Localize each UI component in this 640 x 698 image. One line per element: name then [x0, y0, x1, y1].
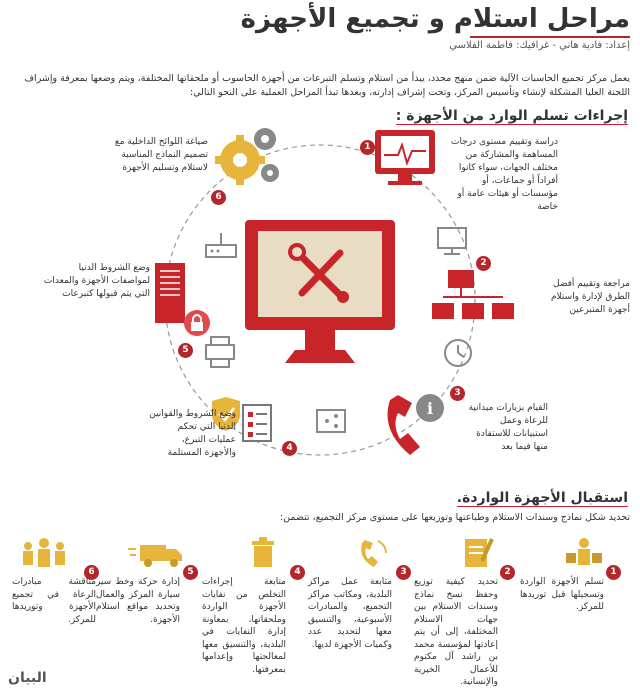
item-text-6: مناقشة مبادرات الرعاة في تجميع الأجهزة وتوريدها للمركز.	[12, 577, 96, 625]
step-text-6: صياغة اللوائح الداخلية مع تصميم النماذج المناسبة لاستلام وتسليم الأجهزة	[114, 137, 208, 173]
item-text-1: تسلم الأجهزة الواردة وتسجيلها قبل توريدها للمركز.	[520, 577, 604, 612]
phone-call-icon	[361, 540, 386, 567]
folder-share-icon	[317, 410, 345, 432]
step-number-2: 2	[476, 256, 491, 271]
brand-logo: البيان	[8, 670, 47, 686]
page-title: مراحل استلام و تجميع الأجهزة	[240, 4, 630, 34]
item-number-3: 3	[396, 565, 411, 580]
item-number-5: 5	[183, 565, 198, 580]
item-text-2: تحديد كيفية توزيع وحفظ نسخ نماذج وسندات الاستلام بين جهات الاستلام المختلفة، إلى أن يتم إعادتها لمؤسسة محمد بن راشد آل مكتوم للأعمال الخيرية والإنسانية.	[414, 577, 498, 687]
item-number-6: 6	[84, 565, 99, 580]
document-edit-icon	[465, 539, 492, 567]
step-text-4: وضع الشروط والقوانين الدنيا التي تحكم عمليات التبرع، والأجهزة المستلمة	[149, 409, 236, 458]
step-number-1: 1	[360, 140, 375, 155]
step-text-5: وضع الشروط الدنيا لمواصفات الأجهزة والمعدات التي يتم قبولها كتبرعات	[43, 263, 150, 299]
svg-text:i: i	[426, 399, 434, 418]
phone-icon	[388, 395, 421, 455]
step-number-3: 3	[450, 386, 465, 401]
step-number-6: 6	[211, 190, 226, 205]
small-monitor-icon	[438, 228, 466, 254]
step-text-3: القيام بزيارات ميدانية للرعاة وعمل استبيانات للاستفادة منها فيما بعد	[468, 403, 548, 452]
section2-title: استقبال الأجهزة الواردة.	[456, 490, 628, 506]
item-text-3: متابعة عمل مراكز البلدية، ومكاتب مراكز التجميع، والمبادرات الأسبوعية، والتنسيق معها لتحديد عدد وكميات الأجهزة لديها.	[308, 577, 392, 650]
router-icon	[206, 233, 236, 257]
checklist-icon	[243, 405, 271, 441]
intro-paragraph: يعمل مركز تجميع الحاسبات الآلية ضمن منهج محدد، يبدأ من استلام وتسلم التبرعات من أجهزة الحاسوب أو ملحقاتها المختلفة، ويتم وضعها بمعرفة وإشراف اللجنة العليا المشكلة لإنشاء وتأسيس المركز، وتحت إشراف إدارته، وبعدها تبدأ المراحل العملية على النحو التالي:	[24, 73, 630, 98]
step-number-5: 5	[178, 343, 193, 358]
central-monitor-icon	[245, 220, 395, 363]
step-text-2: مراجعة وتقييم أفضل الطرق لإدارة واستلام أجهزة المتبرعين	[550, 279, 630, 315]
clock-icon	[445, 340, 471, 366]
section1-title: إجراءات تسلم الوارد من الأجهزة :	[395, 108, 628, 124]
step-text-1: دراسة وتقييم مستوى درجات المساهمة والمشاركة من مختلف الجهات، سواء كانوا أفراداً أو جماعات، أو مؤسسات أو هيئات عامة أو خاصة	[450, 137, 558, 212]
item-number-2: 2	[500, 565, 515, 580]
lock-icon	[184, 310, 210, 336]
trash-bin-icon	[252, 537, 274, 567]
server-tower-icon	[155, 263, 185, 323]
worker-boxes-icon	[566, 538, 602, 565]
item-text-4: متابعة إجراءات التخلص من نفايات الأجهزة الواردة وملحقاتها، بمعاونة إدارة النفايات في البلدية، والتنسيق معها لمعالجتها وإعدامها بمعرفتها.	[202, 577, 286, 675]
people-group-icon	[23, 538, 65, 567]
title-underline	[470, 36, 630, 38]
byline: إعداد: فادية هاني - غرافيك: فاطمة الفلاسي	[449, 40, 630, 51]
printer-icon	[206, 337, 234, 367]
section2-intro: تحديد شكل نماذج وسندات الاستلام وطباعتها وتوزيعها على مستوى مركز التجميع، تتضمن:	[279, 512, 630, 523]
delivery-truck-icon	[128, 545, 182, 567]
item-number-4: 4	[290, 565, 305, 580]
network-computers-icon	[432, 270, 514, 319]
item-number-1: 1	[606, 565, 621, 580]
info-icon	[416, 394, 444, 422]
step-number-4: 4	[282, 441, 297, 456]
gears-icon	[215, 128, 279, 185]
item-text-5: إدارة حركة وخط سير سيارة المركز والعمال وتحديد مواقع استلام الأجهزة.	[96, 577, 180, 625]
monitor-chart-icon	[375, 130, 435, 185]
